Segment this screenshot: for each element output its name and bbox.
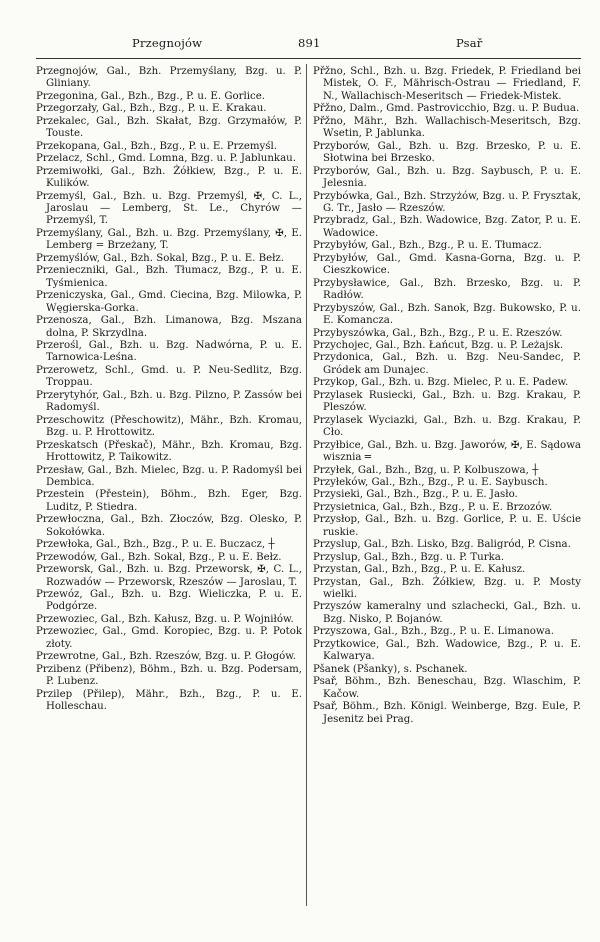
gazetteer-entry: Przenieczniki, Gal., Bzh. Tłumacz, Bzg., P. u. E. Tyśmienica. [36, 265, 302, 289]
header-right-catchword: Psař [456, 36, 483, 50]
gazetteer-entry: Przesław, Gal., Bzh. Mielec, Bzg. u. P. Radomyśl bei Dembica. [36, 464, 302, 488]
gazetteer-entry: Przewrotne, Gal., Bzh. Rzeszów, Bzg. u. P. Głogów. [36, 651, 296, 663]
gazetteer-entry: Přžno, Dalm., Gmd. Pastrovicchio, Bzg. u. P. Budua. [313, 103, 580, 115]
gazetteer-entry: Przegnojów, Gal., Bzh. Przemyślany, Bzg. u. P. Gliniany. [36, 66, 302, 90]
gazetteer-entry: Przysietnica, Gal., Bzh., Bzg., P. u. E. Brzozów. [313, 501, 553, 513]
right-column [313, 66, 581, 726]
header-left-catchword: Przegnojów [132, 36, 203, 50]
gazetteer-entry: Przykop, Gal., Bzh. u. Bzg. Mielec, P. u. E. Padew. [313, 377, 569, 389]
gazetteer-entry: Przydonica, Gal., Bzh. u. Bzg. Neu-Sandec, P. Gródek am Dunajec. [313, 352, 581, 376]
gazetteer-entry: Przewóz, Gal., Bzh. u. Bzg. Wieliczka, P. u. E. Podgórze. [36, 589, 302, 613]
gazetteer-entry: Przyszowa, Gal., Bzh., Bzg., P. u. E. Limanowa. [313, 626, 554, 638]
gazetteer-entry: Przysłop, Gal., Bzh. u. Bzg. Gorlice, P. u. E. Uście ruskie. [313, 514, 581, 538]
gazetteer-entry: Przerośl, Gal., Bzh. u. Bzg. Nadwórna, P. u. E. Tarnowica-Leśna. [36, 339, 302, 364]
gazetteer-entry: Przerowetz, Schl., Gmd. u. P. Neu-Sedlitz, Bzg. Troppau. [36, 364, 302, 389]
gazetteer-entry: Przyborów, Gal., Bzh. u. Bzg. Brzesko, P. u. E. Słotwina bei Brzesko. [313, 140, 581, 165]
gazetteer-entry: Przelacz, Schl., Gmd. Lomna, Bzg. u. P. Jablunkau. [36, 153, 296, 165]
gazetteer-entry: Przemiwołki, Gal., Bzh. Żółkiew, Bzg., P. u. E. Kulików. [36, 165, 302, 190]
gazetteer-entry: Przewoziec, Gal., Bzh. Kałusz, Bzg. u. P. Wojniłów. [36, 613, 294, 625]
gazetteer-entry: Przewłoczna, Gal., Bzh. Złoczów, Bzg. Olesko, P. Sokołówka. [36, 514, 302, 538]
gazetteer-entry: Przekopana, Gal., Bzh., Bzg., P. u. E. Przemyśl. [36, 140, 278, 152]
gazetteer-entry: Przystan, Gal., Bzh. Żółkiew, Bzg. u. P. Mosty wielki. [313, 576, 581, 601]
gazetteer-entry: Przyłeków, Gal., Bzh., Bzg., P. u. E. Saybusch. [313, 476, 548, 488]
gazetteer-entry: Przyłek, Gal., Bzh., Bzg, u. P. Kolbuszowa, ┼ [313, 464, 539, 476]
gazetteer-entry: Przyslup, Gal., Bzh., Bzg. u. P. Turka. [313, 551, 505, 563]
gazetteer-entry: Przilep (Přilep), Mähr., Bzh., Bzg., P. u. E. Holleschau. [36, 688, 302, 713]
header-rule [36, 58, 581, 59]
gazetteer-entry: Przybysławice, Gal., Bzh. Brzesko, Bzg. u. P. Radłów. [313, 277, 581, 302]
gazetteer-entry: Przeskatsch (Přeskač), Mähr., Bzh. Kromau, Bzg. Hrottowitz, P. Taikowitz. [36, 439, 302, 464]
gazetteer-entry: Przenosza, Gal., Bzh. Limanowa, Bzg. Mszana dolna, P. Skrzydlna. [36, 315, 302, 339]
gazetteer-entry: Przerytyhór, Gal., Bzh. u. Bzg. Pilzno, P. Zassów bei Radomyśl. [36, 389, 302, 414]
column-divider [306, 64, 307, 906]
gazetteer-entry: Psař, Böhm., Bzh. Königl. Weinberge, Bzg. Eule, P. Jesenitz bei Prag. [313, 701, 581, 725]
gazetteer-entry: Przemyślów, Gal., Bzh. Sokal, Bzg., P. u. E. Bełz. [36, 252, 285, 264]
gazetteer-entry: Przybyłów, Gal., Bzh., Bzg., P. u. E. Tłumacz. [313, 240, 542, 252]
page-number: 891 [298, 36, 321, 50]
gazetteer-entry: Przewoziec, Gal., Gmd. Koropiec, Bzg. u. P. Potok złoty. [36, 626, 302, 650]
gazetteer-entry: Przewłoka, Gal., Bzh., Bzg., P. u. E. Buczacz, ┼ [36, 539, 275, 551]
gazetteer-entry: Przyszów kameralny und szlachecki, Gal., Bzh. u. Bzg. Nisko, P. Bojanów. [313, 601, 581, 625]
gazetteer-entry: Przybradz, Gal., Bzh. Wadowice, Bzg. Zator, P. u. E. Wadowice. [313, 215, 581, 239]
gazetteer-entry: Przyborów, Gal., Bzh. u. Bzg. Saybusch, P. u. E. Jelesnia. [313, 165, 581, 190]
gazetteer-entry: Przysieki, Gal., Bzh., Bzg., P. u. E. Jasło. [313, 489, 518, 501]
gazetteer-entry: Przybyszówka, Gal., Bzh., Bzg., P. u. E. Rzeszów. [313, 327, 563, 339]
gazetteer-entry: Przystan, Gal., Bzh., Bzg., P. u. E. Kałusz. [313, 564, 526, 576]
gazetteer-entry: Przegonina, Gal., Bzh., Bzg., P. u. E. Gorlice. [36, 90, 265, 102]
gazetteer-entry: Przegorzały, Gal., Bzh., Bzg., P. u. E. Krakau. [36, 103, 267, 115]
gazetteer-entry: Przylasek Rusiecki, Gal., Bzh. u. Bzg. Krakau, P. Pleszów. [313, 389, 581, 414]
gazetteer-entry: Przeworsk, Gal., Bzh. u. Bzg. Przeworsk, ✠, C. L., Rozwadów — Przeworsk, Rzeszów — Jaroslau, T. [36, 564, 302, 588]
gazetteer-entry: Přžno, Mähr., Bzh. Wallachisch-Meseritsch, Bzg. Wsetin, P. Jablunka. [313, 115, 581, 140]
gazetteer-entry: Przewodów, Gal., Bzh. Sokal, Bzg., P. u. E. Bełz. [36, 551, 282, 563]
gazetteer-entry: Przybyszów, Gal., Bzh. Sanok, Bzg. Bukowsko, P. u. E. Komancza. [313, 302, 581, 327]
gazetteer-entry: Psař, Böhm., Bzh. Beneschau, Bzg. Wlaschim, P. Kačow. [313, 676, 581, 700]
gazetteer-entry: Przybyłów, Gal., Gmd. Kasna-Gorna, Bzg. u. P. Cieszkowice. [313, 252, 581, 277]
page-header [36, 36, 576, 56]
gazetteer-entry: Przestein (Přestein), Böhm., Bzh. Eger, Bzg. Luditz, P. Stiedra. [36, 489, 302, 513]
gazetteer-entry: Pšanek (Pšanky), s. Pschanek. [313, 663, 468, 675]
gazetteer-entry: Przemyślany, Gal., Bzh. u. Bzg. Przemyślany, ✠, E. Lemberg = Brzeżany, T. [36, 227, 302, 252]
gazetteer-entry: Przibenz (Přibenz), Böhm., Bzh. u. Bzg. Podersam, P. Lubenz. [36, 663, 302, 688]
gazetteer-entry: Przemyśl, Gal., Bzh. u. Bzg. Przemyśl, ✠, C. L., Jaroslau — Lemberg, St. Le., Chyrów — Przemyśl, T. [36, 190, 302, 227]
gazetteer-entry: Przyslup, Gal., Bzh. Lisko, Bzg. Baligród, P. Cisna. [313, 539, 571, 551]
gazetteer-entry: Przybówka, Gal., Bzh. Strzyżów, Bzg. u. P. Frysztak, G. Tr., Jasło — Rzeszów. [313, 190, 581, 214]
gazetteer-entry: Přžno, Schl., Bzh. u. Bzg. Friedek, P. Friedland bei Mistek, O. F., Mährisch-Ostrau — Friedland, F. N., Wallachisch-Meseritsch — Friedek-Mistek. [313, 66, 581, 102]
gazetteer-entry: Przylasek Wyciazki, Gal., Bzh. u. Bzg. Krakau, P. Cło. [313, 414, 581, 439]
gazetteer-entry: Przekalec, Gal., Bzh. Skałat, Bzg. Grzymałów, P. Touste. [36, 115, 302, 140]
gazetteer-entry: Przeniczyska, Gal., Gmd. Ciecina, Bzg. Milowka, P. Węgierska-Gorka. [36, 290, 302, 314]
gazetteer-entry: Przyłbice, Gal., Bzh. u. Bzg. Jaworów, ✠, E. Sądowa wisznia ═ [313, 439, 581, 464]
gazetteer-entry: Przytkowice, Gal., Bzh. Wadowice, Bzg., P. u. E. Kalwarya. [313, 638, 581, 663]
gazetteer-entry: Przeschowitz (Přeschowitz), Mähr., Bzh. Kromau, Bzg. u. P. Hrottowitz. [36, 414, 302, 439]
left-column [36, 66, 302, 714]
gazetteer-entry: Przychojec, Gal., Bzh. Łańcut, Bzg. u. P. Leżajsk. [313, 339, 564, 351]
